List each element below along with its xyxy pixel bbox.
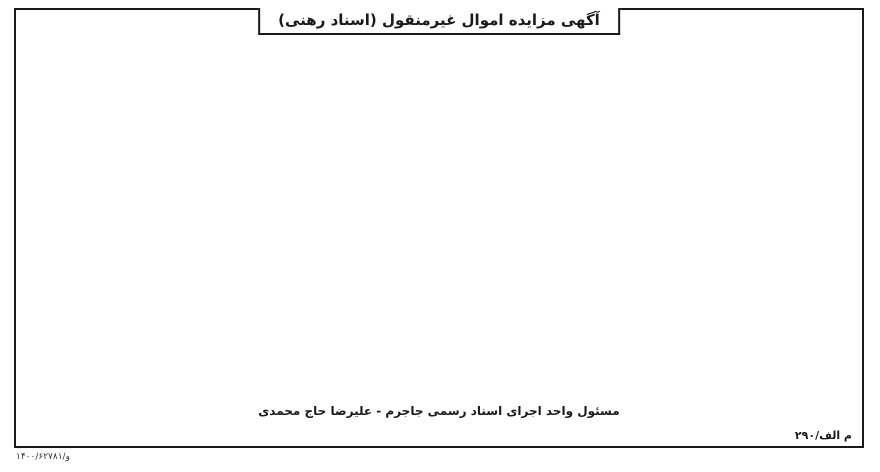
auction-notice bbox=[14, 8, 864, 448]
signature-line: مسئول واحد اجرای اسناد رسمی جاجرم - علیرضا حاج محمدی bbox=[258, 404, 620, 418]
title-box bbox=[258, 8, 620, 35]
notice-code: م الف/۲۹۰ bbox=[794, 429, 852, 442]
notice-body bbox=[24, 44, 854, 396]
notice-title: آگهی مزایده اموال غیرمنقول (اسناد رهنی) bbox=[278, 11, 600, 29]
reference-number: ۱۴۰۰/۶۲۷۸۱/و bbox=[16, 452, 70, 462]
